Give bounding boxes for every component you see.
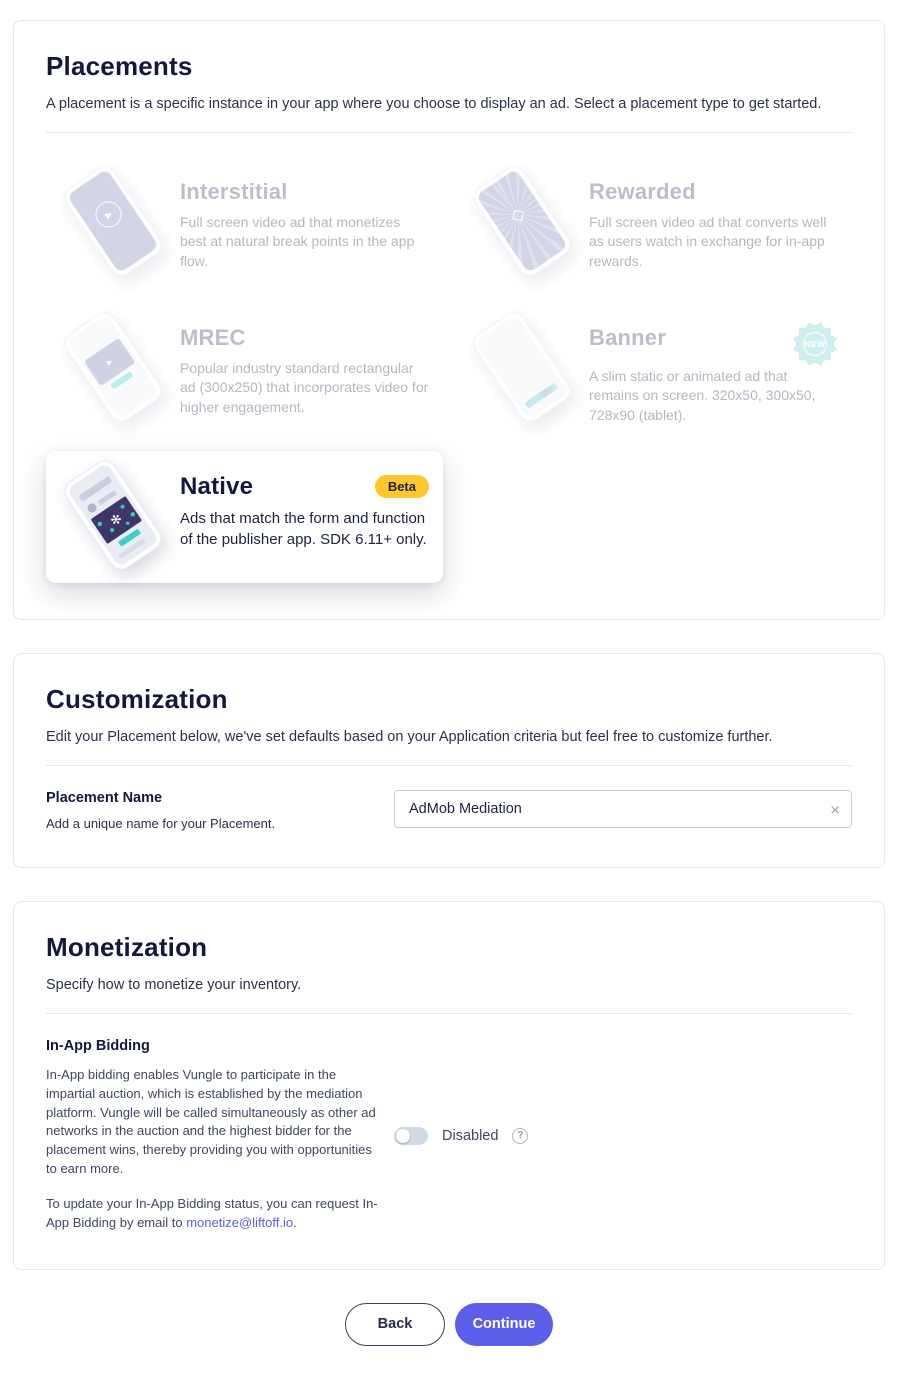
option-title-mrec: MREC xyxy=(180,325,246,350)
in-app-bidding-label: In-App Bidding xyxy=(46,1037,150,1054)
footer-actions xyxy=(13,1303,885,1346)
option-title-native: Native xyxy=(180,472,254,500)
in-app-bidding-request-text: To update your In-App Bidding status, you can request In-App Bidding by email to monetize@liftoff.io. xyxy=(46,1196,378,1230)
new-badge: NEW xyxy=(792,321,838,367)
customization-title: Customization xyxy=(46,683,228,714)
monetization-card xyxy=(13,901,885,1270)
placement-name-row xyxy=(46,790,852,831)
placements-subtitle: A placement is a specific instance in your app where you choose to display an ad. Select a placement type to get started. xyxy=(46,96,822,112)
placement-name-helper: Add a unique name for your Placement. xyxy=(46,815,276,831)
customization-subtitle: Edit your Placement below, we've set defaults based on your Application criteria but feel free to customize further. xyxy=(46,728,773,745)
shutter-icon: ✻ xyxy=(107,510,125,529)
help-icon[interactable]: ? xyxy=(512,1128,528,1144)
option-desc-interstitial: Full screen video ad that monetizes best at natural break points in the app flow. xyxy=(180,214,415,269)
beta-badge: Beta xyxy=(375,475,429,498)
play-icon: ▶ xyxy=(91,197,127,233)
clear-input-icon[interactable]: × xyxy=(830,800,840,820)
option-desc-banner: A slim static or animated ad that remains on screen. 320x50, 300x50, 728x90 (tablet). xyxy=(589,368,816,423)
placement-option-banner[interactable] xyxy=(455,303,852,437)
placement-name-label: Placement Name xyxy=(46,789,163,806)
customization-divider xyxy=(46,765,852,766)
diamond-icon: ◇ xyxy=(506,202,529,227)
option-desc-native: Ads that match the form and function of the publisher app. SDK 6.11+ only. xyxy=(180,509,427,548)
monetization-title: Monetization xyxy=(46,931,208,962)
option-title-rewarded: Rewarded xyxy=(589,179,696,204)
placement-option-rewarded[interactable] xyxy=(455,157,852,289)
placement-option-mrec[interactable] xyxy=(46,303,443,437)
in-app-bidding-row xyxy=(46,1038,852,1233)
rewarded-phone-illustration xyxy=(469,169,577,277)
placement-option-interstitial[interactable] xyxy=(46,157,443,289)
monetization-divider xyxy=(46,1013,852,1014)
monetize-email-link[interactable]: monetize@liftoff.io xyxy=(186,1214,294,1230)
placement-options-grid xyxy=(46,157,852,583)
option-desc-rewarded: Full screen video ad that converts well as users watch in exchange for in-app rewards. xyxy=(589,214,827,269)
customization-card xyxy=(13,653,885,868)
placement-option-native[interactable] xyxy=(46,451,443,583)
banner-phone-illustration xyxy=(469,315,577,423)
placements-card xyxy=(13,20,885,620)
continue-button[interactable]: Continue xyxy=(455,1303,553,1346)
placement-name-input[interactable] xyxy=(394,790,852,828)
in-app-bidding-toggle[interactable] xyxy=(394,1127,428,1145)
play-icon: ▶ xyxy=(105,358,115,368)
option-desc-mrec: Popular industry standard rectangular ad (300x250) that incorporates video for higher engagement. xyxy=(180,360,429,415)
native-phone-illustration xyxy=(60,463,168,571)
option-title-interstitial: Interstitial xyxy=(180,179,288,204)
back-button[interactable]: Back xyxy=(345,1303,445,1346)
placements-title: Placements xyxy=(46,51,193,81)
in-app-bidding-description: In-App bidding enables Vungle to participate in the impartial auction, which is established by the mediation platform. Vungle will be called simultaneously as other ad networks in the auction and the highest bidder for the placement wins, thereby providing you with opportunities to earn more. xyxy=(46,1066,376,1177)
toggle-knob xyxy=(396,1129,410,1143)
option-title-banner: Banner xyxy=(589,325,666,350)
interstitial-phone-illustration xyxy=(60,169,168,277)
placements-divider xyxy=(46,132,852,133)
mrec-phone-illustration xyxy=(60,315,168,423)
in-app-bidding-status: Disabled xyxy=(442,1127,499,1144)
monetization-subtitle: Specify how to monetize your inventory. xyxy=(46,976,302,993)
